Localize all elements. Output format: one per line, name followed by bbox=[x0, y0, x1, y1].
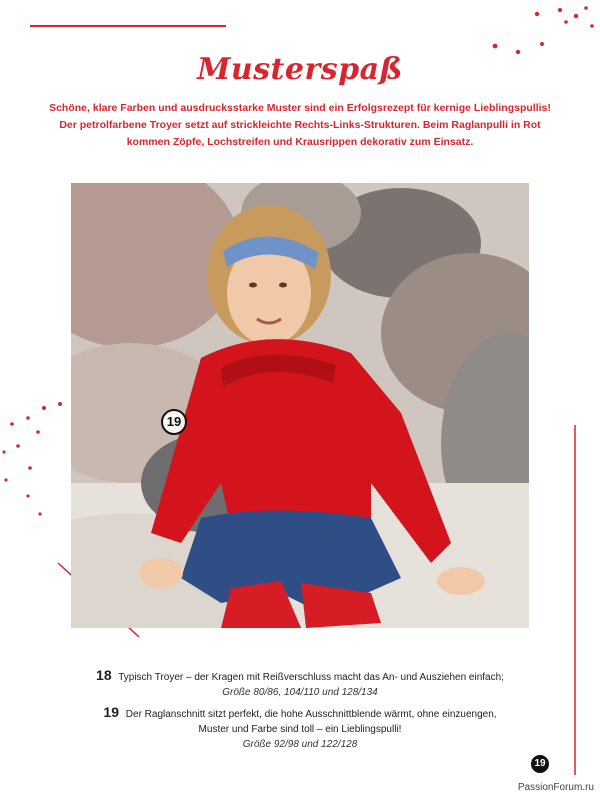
caption-number: 19 bbox=[103, 704, 119, 720]
caption-18 bbox=[60, 668, 540, 700]
page-title: Musterspaß bbox=[197, 52, 403, 87]
caption-size: Größe 92/98 und 122/128 bbox=[242, 739, 358, 750]
caption-size: Größe 80/86, 104/110 und 128/134 bbox=[222, 687, 378, 698]
intro-line: Der petrolfarbene Troyer setzt auf strickleichte Rechts-Links-Strukturen. Beim Raglanpulli in Rot bbox=[59, 119, 541, 131]
caption-number: 18 bbox=[96, 667, 112, 683]
intro-text bbox=[40, 100, 560, 151]
captions bbox=[60, 668, 540, 757]
page-number: 19 bbox=[531, 755, 549, 773]
caption-19 bbox=[60, 705, 540, 752]
caption-text: Typisch Troyer – der Kragen mit Reißverschluss macht das An- und Ausziehen einfach; bbox=[118, 672, 504, 683]
caption-text-cont: Muster und Farbe sind toll – ein Lieblingspulli! bbox=[198, 724, 402, 735]
item-number-badge: 19 bbox=[161, 409, 187, 435]
watermark: PassionForum.ru bbox=[517, 782, 594, 793]
intro-line: kommen Zöpfe, Lochstreifen und Krausrippen dekorativ zum Einsatz. bbox=[126, 136, 474, 148]
intro-line: Schöne, klare Farben und ausdrucksstarke Muster sind ein Erfolgsrezept für kernige Lieblingspullis! bbox=[49, 102, 551, 114]
product-photo bbox=[71, 183, 529, 628]
caption-text: Der Raglanschnitt sitzt perfekt, die hohe Ausschnittblende wärmt, ohne einzuengen, bbox=[125, 709, 497, 720]
